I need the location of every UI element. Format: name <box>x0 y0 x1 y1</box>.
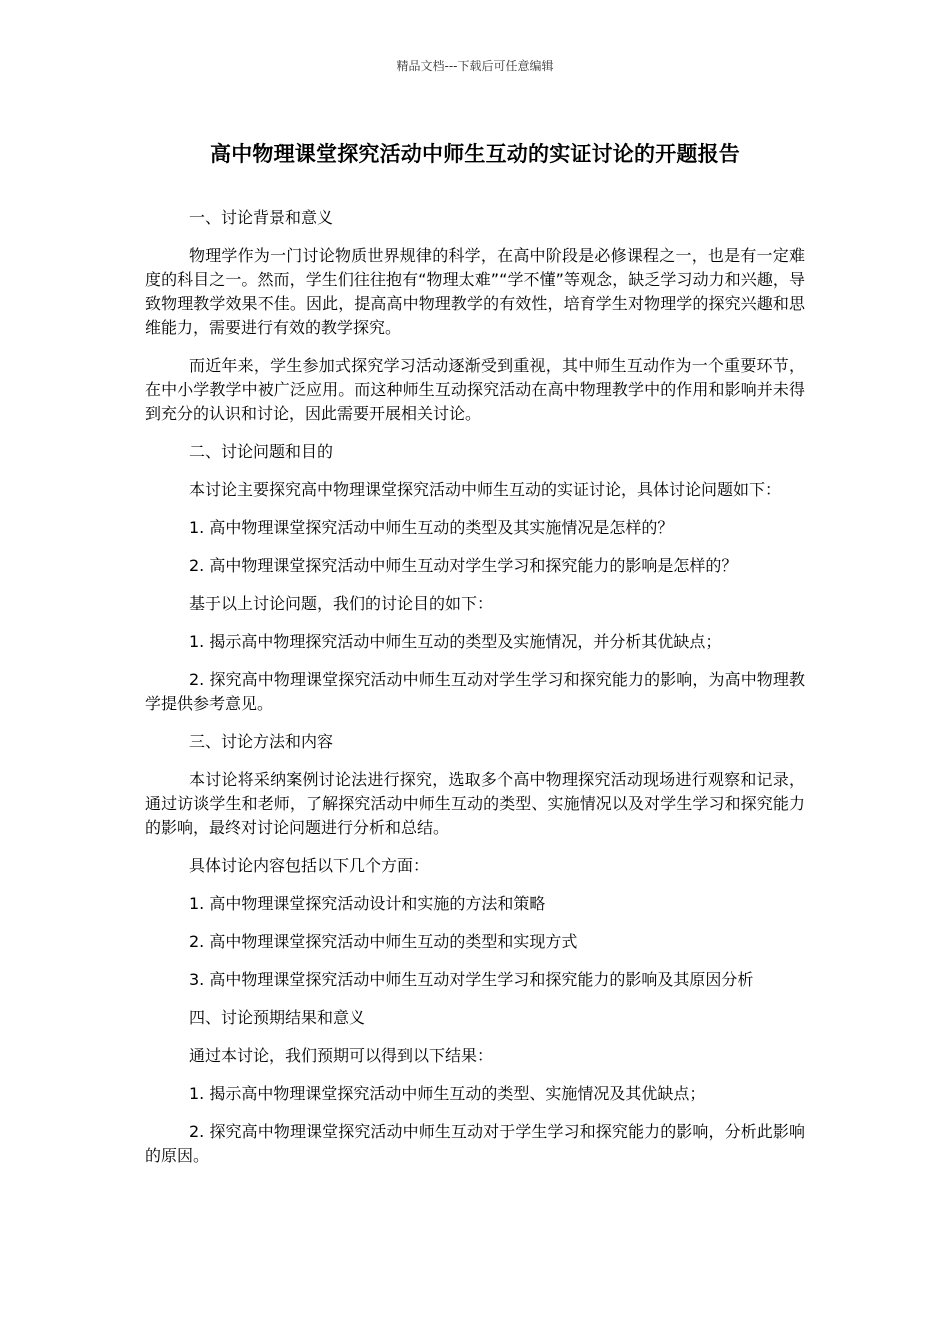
list-item: 1. 揭示高中物理探究活动中师生互动的类型及实施情况，并分析其优缺点； <box>189 632 722 651</box>
list-item: 2. 探究高中物理课堂探究活动中师生互动对于学生学习和探究能力的影响，分析此影响的原因。 <box>145 1122 805 1165</box>
document-title: 高中物理课堂探究活动中师生互动的实证讨论的开题报告 <box>210 142 740 166</box>
section-heading-background: 一、讨论背景和意义 <box>189 208 334 227</box>
list-item: 2. 高中物理课堂探究活动中师生互动的类型和实现方式 <box>189 932 578 951</box>
paragraph: 具体讨论内容包括以下几个方面： <box>189 856 430 875</box>
list-item: 1. 高中物理课堂探究活动设计和实施的方法和策略 <box>189 894 546 913</box>
section-heading-questions: 二、讨论问题和目的 <box>189 442 334 461</box>
page-header: 精品文档---下载后可任意编辑 <box>396 59 554 73</box>
paragraph: 本讨论主要探究高中物理课堂探究活动中师生互动的实证讨论，具体讨论问题如下： <box>189 480 782 499</box>
list-item: 1. 揭示高中物理课堂探究活动中师生互动的类型、实施情况及其优缺点； <box>189 1084 706 1103</box>
list-item: 2. 高中物理课堂探究活动中师生互动对学生学习和探究能力的影响是怎样的？ <box>189 556 738 575</box>
section-heading-expected-results: 四、讨论预期结果和意义 <box>189 1008 366 1027</box>
paragraph: 本讨论将采纳案例讨论法进行探究，选取多个高中物理探究活动现场进行观察和记录，通过访谈学生和老师，了解探究活动中师生互动的类型、实施情况以及对学生学习和探究能力的影响，最终对讨论问题进行分析和总结。 <box>145 770 805 837</box>
list-item: 2. 探究高中物理课堂探究活动中师生互动对学生学习和探究能力的影响，为高中物理教学提供参考意见。 <box>145 670 805 713</box>
list-item: 1. 高中物理课堂探究活动中师生互动的类型及其实施情况是怎样的？ <box>189 518 674 537</box>
paragraph: 基于以上讨论问题，我们的讨论目的如下： <box>189 594 494 613</box>
paragraph: 通过本讨论，我们预期可以得到以下结果： <box>189 1046 494 1065</box>
section-heading-methods: 三、讨论方法和内容 <box>189 732 334 751</box>
paragraph: 物理学作为一门讨论物质世界规律的科学，在高中阶段是必修课程之一，也是有一定难度的科目之一。然而，学生们往往抱有“物理太难”“学不懂”等观念，缺乏学习动力和兴趣，导致物理教学效果不佳。因此，提高高中物理教学的有效性，培育学生对物理学的探究兴趣和思维能力，需要进行有效的教学探究。 <box>145 246 805 337</box>
document-body <box>145 206 805 1182</box>
list-item: 3. 高中物理课堂探究活动中师生互动对学生学习和探究能力的影响及其原因分析 <box>189 970 754 989</box>
paragraph: 而近年来，学生参加式探究学习活动逐渐受到重视，其中师生互动作为一个重要环节，在中小学教学中被广泛应用。而这种师生互动探究活动在高中物理教学中的作用和影响并未得到充分的认识和讨论，因此需要开展相关讨论。 <box>145 356 805 423</box>
